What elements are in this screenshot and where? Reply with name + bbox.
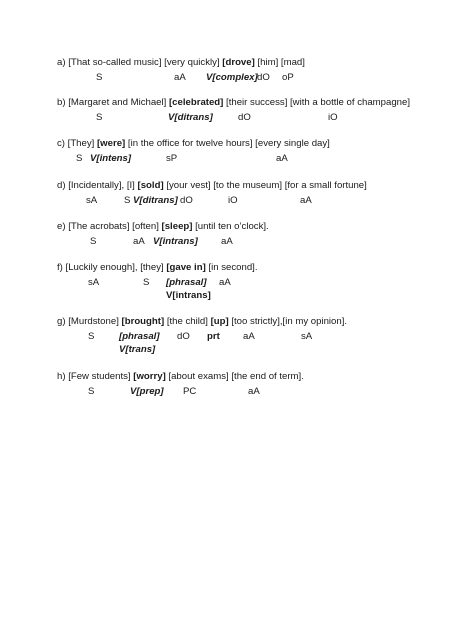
- sentence-text: f) [Luckily enough], [they]: [57, 262, 167, 273]
- label-subject: S: [96, 112, 103, 123]
- label-subject: S: [90, 236, 97, 247]
- verb-phrase: [sold]: [137, 180, 164, 191]
- label-sentence-adverbial: sA: [88, 277, 100, 288]
- label-verb: V[complex]: [206, 72, 258, 83]
- sentence-text: [until ten o’clock].: [192, 221, 269, 232]
- sentence-text: [him] [mad]: [254, 57, 305, 68]
- sentence-text: [their success] [with a bottle of champagne]: [223, 97, 411, 108]
- label-subject-predicative: sP: [166, 153, 178, 164]
- label-subject: S: [88, 386, 95, 397]
- sentence-text: h) [Few students]: [57, 371, 134, 382]
- label-adverbial: aA: [133, 236, 145, 247]
- sentence: [57, 221, 269, 233]
- label-sentence-adverbial: sA: [86, 195, 98, 206]
- label-adverbial: aA: [219, 277, 231, 288]
- sentence: [57, 180, 367, 192]
- label-verb: V[trans]: [119, 344, 156, 355]
- label-adverbial: aA: [243, 331, 255, 342]
- label-verb: V[ditrans]: [168, 112, 213, 123]
- label-sentence-adverbial: sA: [301, 331, 313, 342]
- sentence-text: [about exams] [the end of term].: [165, 371, 304, 382]
- label-direct-object: dO: [177, 331, 190, 342]
- label-adverbial: aA: [174, 72, 186, 83]
- verb-phrase: [were]: [96, 138, 126, 149]
- label-adverbial: aA: [248, 386, 260, 397]
- verb-phrase: [gave in]: [166, 262, 206, 273]
- label-particle: prt: [207, 331, 220, 342]
- sentence-text: [your vest] [to the museum] [for a small fortune]: [163, 180, 367, 191]
- particle: [up]: [210, 316, 229, 327]
- label-adverbial: aA: [276, 153, 288, 164]
- sentence-text: g) [Murdstone]: [57, 316, 122, 327]
- label-subject: S: [124, 195, 131, 206]
- label-subject: S: [76, 153, 83, 164]
- label-verb: V[prep]: [130, 386, 164, 397]
- label-subject: S: [96, 72, 103, 83]
- sentence-text: [too strictly],[in my opinion].: [228, 316, 348, 327]
- label-prepositional-complement: PC: [183, 386, 197, 397]
- verb-phrase: [celebrated]: [168, 97, 224, 108]
- label-direct-object: dO: [257, 72, 270, 83]
- label-adverbial: aA: [221, 236, 233, 247]
- sentence-text: d) [Incidentally], [I]: [57, 180, 138, 191]
- verb-phrase: [brought]: [121, 316, 165, 327]
- sentence-text: e) [The acrobats] [often]: [57, 221, 162, 232]
- label-indirect-object: iO: [328, 112, 338, 123]
- verb-phrase: [worry]: [133, 371, 166, 382]
- sentence-text: a) [That so-called music] [very quickly]: [57, 57, 223, 68]
- label-direct-object: dO: [238, 112, 251, 123]
- label-direct-object: dO: [180, 195, 193, 206]
- sentence-text: [in second].: [205, 262, 258, 273]
- label-object-predicative: oP: [282, 72, 294, 83]
- verb-phrase: [drove]: [222, 57, 255, 68]
- label-verb: V[intens]: [90, 153, 132, 164]
- label-subject: S: [143, 277, 150, 288]
- sentence: [57, 138, 330, 150]
- label-verb: V[intrans]: [166, 290, 211, 301]
- verb-phrase: [sleep]: [161, 221, 193, 232]
- sentence-text: b) [Margaret and Michael]: [57, 97, 169, 108]
- sentence: [57, 371, 304, 383]
- sentence: [57, 262, 258, 274]
- label-subject: S: [88, 331, 95, 342]
- label-adverbial: aA: [300, 195, 312, 206]
- label-verb: V[intrans]: [153, 236, 198, 247]
- label-verb: V[ditrans]: [133, 195, 178, 206]
- label-indirect-object: iO: [228, 195, 238, 206]
- sentence-text: [the child]: [164, 316, 211, 327]
- label-verb-type: [phrasal]: [166, 277, 207, 288]
- sentence: [57, 97, 410, 109]
- sentence-text: [in the office for twelve hours] [every single day]: [125, 138, 330, 149]
- label-verb-type: [phrasal]: [119, 331, 160, 342]
- sentence: [57, 316, 347, 328]
- sentence: [57, 57, 305, 69]
- sentence-text: c) [They]: [57, 138, 97, 149]
